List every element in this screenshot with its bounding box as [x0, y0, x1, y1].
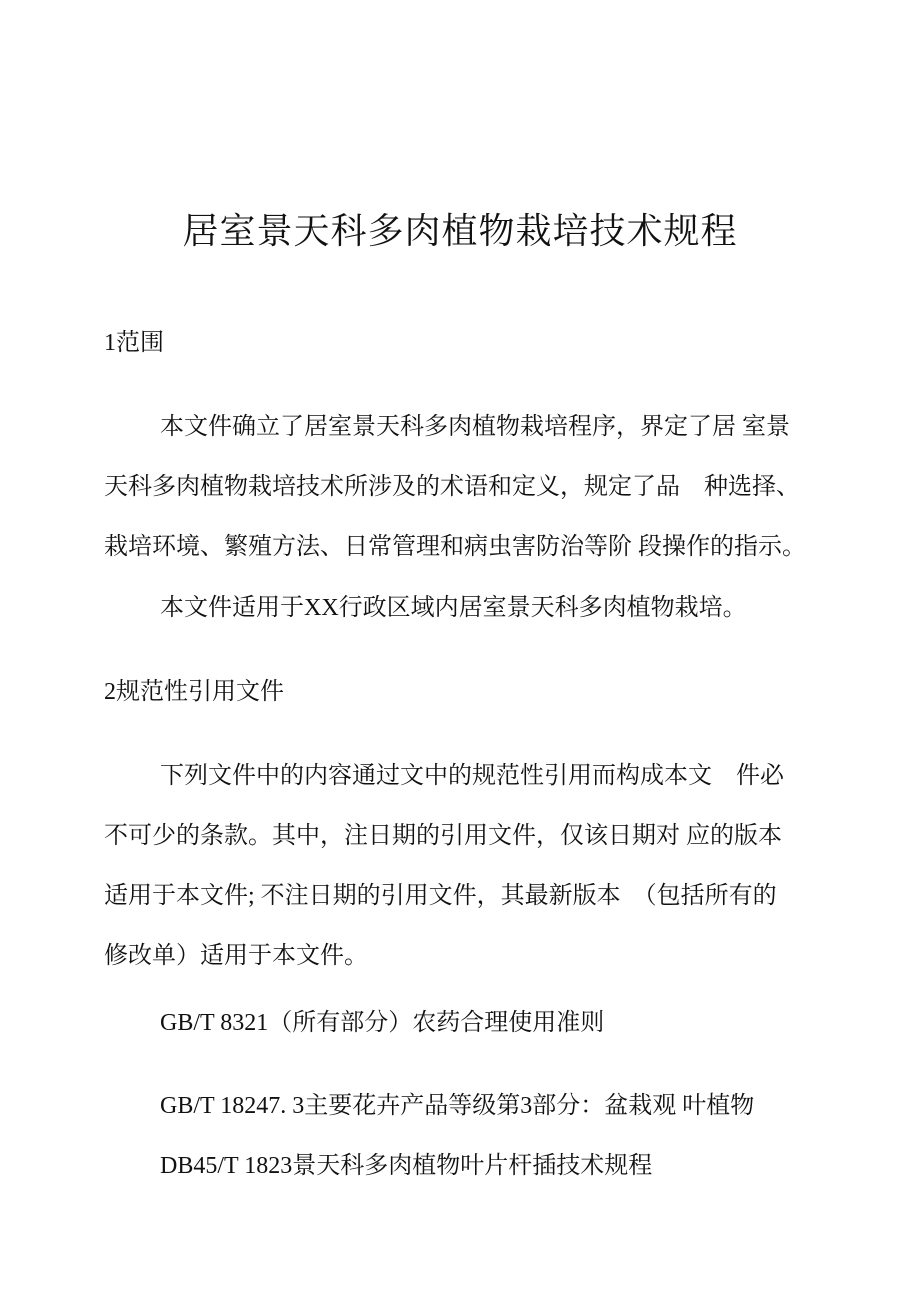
- section-2-line-1: 下列文件中的内容通过文中的规范性引用而构成本文 件必: [160, 763, 784, 789]
- section-2-heading: 2规范性引用文件: [104, 679, 284, 705]
- document-title: 居室景天科多肉植物栽培技术规程: [182, 211, 738, 251]
- section-1-line-2: 天科多肉植物栽培技术所涉及的术语和定义，规定了品 种选择、: [104, 474, 800, 500]
- section-1-line-1: 本文件确立了居室景天科多肉植物栽培程序，界定了居 室景: [160, 414, 790, 440]
- section-1-heading: 1范围: [104, 330, 164, 356]
- section-2-line-2: 不可少的条款。其中，注日期的引用文件，仅该日期对 应的版本: [104, 823, 782, 849]
- reference-item: GB/T 8321（所有部分）农药合理使用准则: [160, 1010, 605, 1036]
- reference-item: DB45/T 1823景天科多肉植物叶片杆插技术规程: [160, 1153, 653, 1179]
- section-1-line-4: 本文件适用于XX行政区域内居室景天科多肉植物栽培。: [160, 595, 747, 621]
- reference-item: GB/T 18247. 3主要花卉产品等级第3部分：盆栽观 叶植物: [160, 1093, 755, 1119]
- section-1-line-3: 栽培环境、繁殖方法、日常管理和病虫害防治等阶 段操作的指示。: [104, 534, 806, 560]
- section-2-line-4: 修改单）适用于本文件。: [104, 943, 368, 969]
- section-2-line-3: 适用于本文件; 不注日期的引用文件，其最新版本 （包括所有的: [104, 883, 777, 909]
